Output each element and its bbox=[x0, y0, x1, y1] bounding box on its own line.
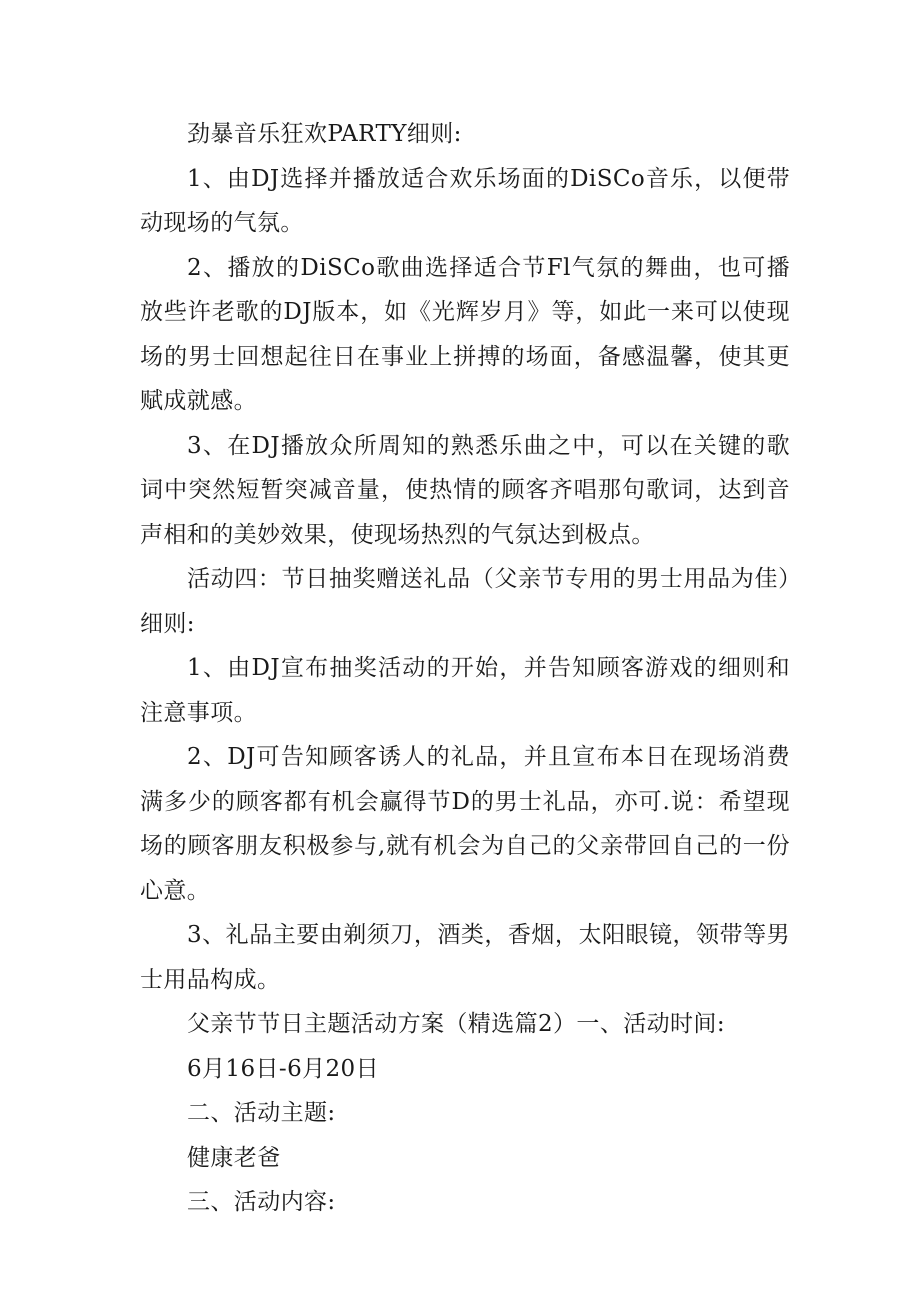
paragraph-activity-dates: 6月16日-6月20日 bbox=[187, 1055, 379, 1082]
paragraph-party-rule-1: 1、由DJ选择并播放适合欢乐场面的DiSCo音乐，以便带动现场的气氛。 bbox=[140, 165, 790, 236]
paragraph-lottery-rule-1: 1、由DJ宣布抽奖活动的开始，并告知顾客游戏的细则和注意事项。 bbox=[140, 655, 790, 726]
paragraph-content-heading: 三、活动内容: bbox=[187, 1189, 336, 1215]
paragraph-theme-value: 健康老爸 bbox=[187, 1144, 281, 1171]
paragraph-lottery-rule-2: 2、DJ可告知顾客诱人的礼品，并且宣布本日在现场消费满多少的顾客都有机会赢得节D的男士礼品，亦可.说：希望现场的顾客朋友积极参与,就有机会为自己的父亲带回自己的一份心意。 bbox=[140, 744, 790, 904]
paragraph-party-rule-3: 3、在DJ播放众所周知的熟悉乐曲之中，可以在关键的歌词中突然短暂突减音量，使热情的顾客齐唱那句歌词，达到音声相和的美妙效果，使现场热烈的气氛达到极点。 bbox=[140, 432, 790, 548]
paragraph-plan-2-time-heading: 父亲节节日主题活动方案（精选篇2）一、活动时间: bbox=[187, 1011, 725, 1037]
paragraph-party-rule-2: 2、播放的DiSCo歌曲选择适合节Fl气氛的舞曲，也可播放些许老歌的DJ版本，如《光辉岁月》等，如此一来可以使现场的男士回想起往日在事业上拼搏的场面，备感温馨，使其更赋成就感。 bbox=[140, 254, 790, 414]
paragraph-party-rules-heading: 劲暴音乐狂欢PARTY细则: bbox=[187, 121, 462, 147]
paragraph-theme-heading: 二、活动主题: bbox=[187, 1100, 336, 1126]
document-body bbox=[140, 112, 790, 1225]
paragraph-activity-four-heading: 活动四：节日抽奖赠送礼品（父亲节专用的男士用品为佳）细则: bbox=[140, 566, 790, 637]
paragraph-lottery-rule-3: 3、礼品主要由剃须刀，酒类，香烟，太阳眼镜，领带等男士用品构成。 bbox=[140, 922, 790, 993]
